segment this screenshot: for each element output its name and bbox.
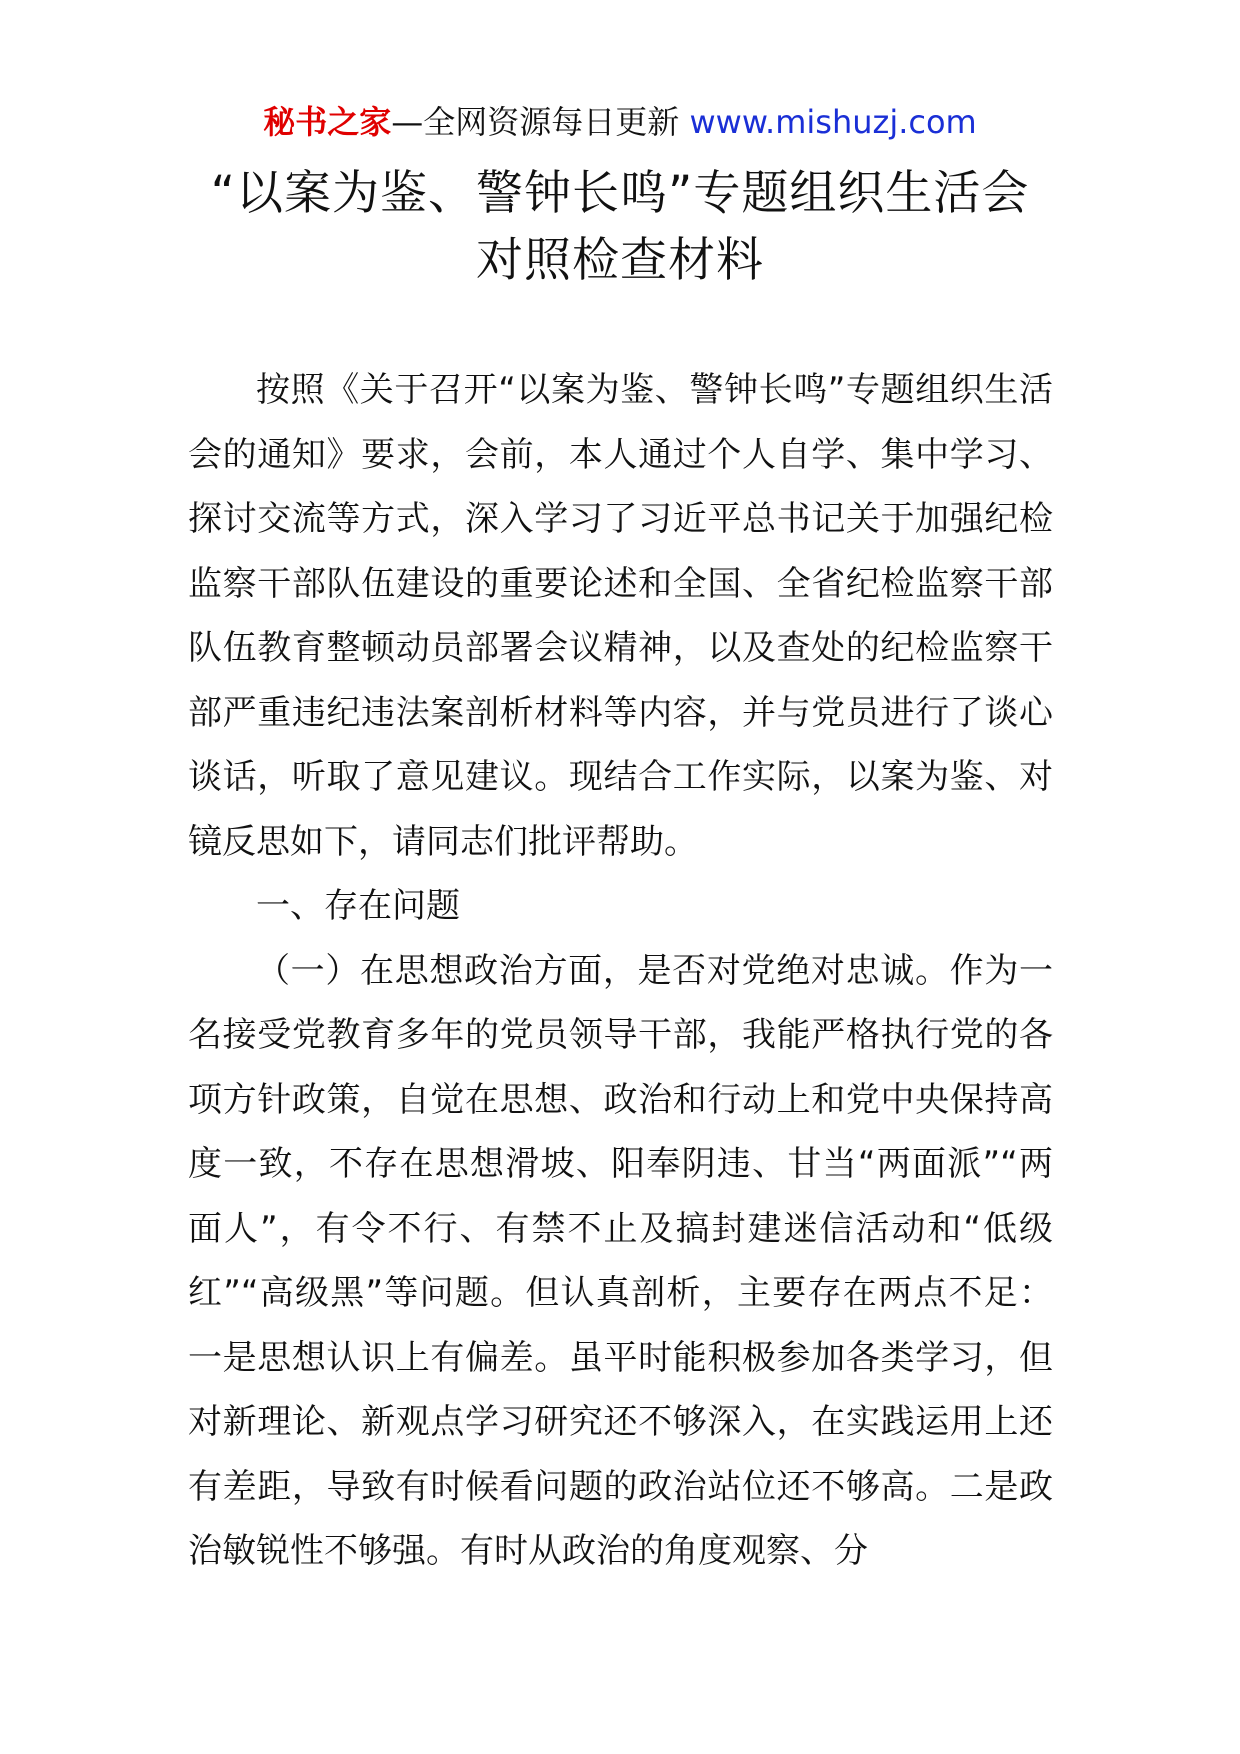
brand-name: 秘书之家: [263, 103, 392, 141]
document-body: [188, 358, 1053, 1584]
site-header: [0, 100, 1240, 144]
section-heading: 一、存在问题: [256, 886, 460, 926]
document-title: [0, 160, 1240, 294]
section-paragraph: （一）在思想政治方面，是否对党绝对忠诚。作为一名接受党教育多年的党员领导干部，我能严格执行党的各项方针政策，自觉在思想、政治和行动上和党中央保持高度一致，不存在思想滑坡、阳奉阴违、甘当“两面派”“两面人”，有令不行、有禁不止及搞封建迷信活动和“低级红”“高级黑”等问题。但认真剖析，主要存在两点不足：一是思想认识上有偏差。虽平时能积极参加各类学习，但对新理论、新观点学习研究还不够深入，在实践运用上还有差距，导致有时候看问题的政治站位还不够高。二是政治敏锐性不够强。有时从政治的角度观察、分: [188, 950, 1053, 1571]
intro-paragraph: 按照《关于召开“以案为鉴、警钟长鸣”专题组织生活会的通知》要求，会前，本人通过个人自学、集中学习、探讨交流等方式，深入学习了习近平总书记关于加强纪检监察干部队伍建设的重要论述和全国、全省纪检监察干部队伍教育整顿动员部署会议精神，以及查处的纪检监察干部严重违纪违法案剖析材料等内容，并与党员进行了谈心谈话，听取了意见建议。现结合工作实际，以案为鉴、对镜反思如下，请同志们批评帮助。: [188, 370, 1053, 862]
title-line-2: 对照检查材料: [476, 233, 764, 288]
title-line-1: “以案为鉴、警钟长鸣”专题组织生活会: [210, 166, 1030, 221]
header-tagline: —全网资源每日更新: [391, 103, 690, 141]
site-url-link[interactable]: www.mishuzj.com: [689, 103, 977, 141]
